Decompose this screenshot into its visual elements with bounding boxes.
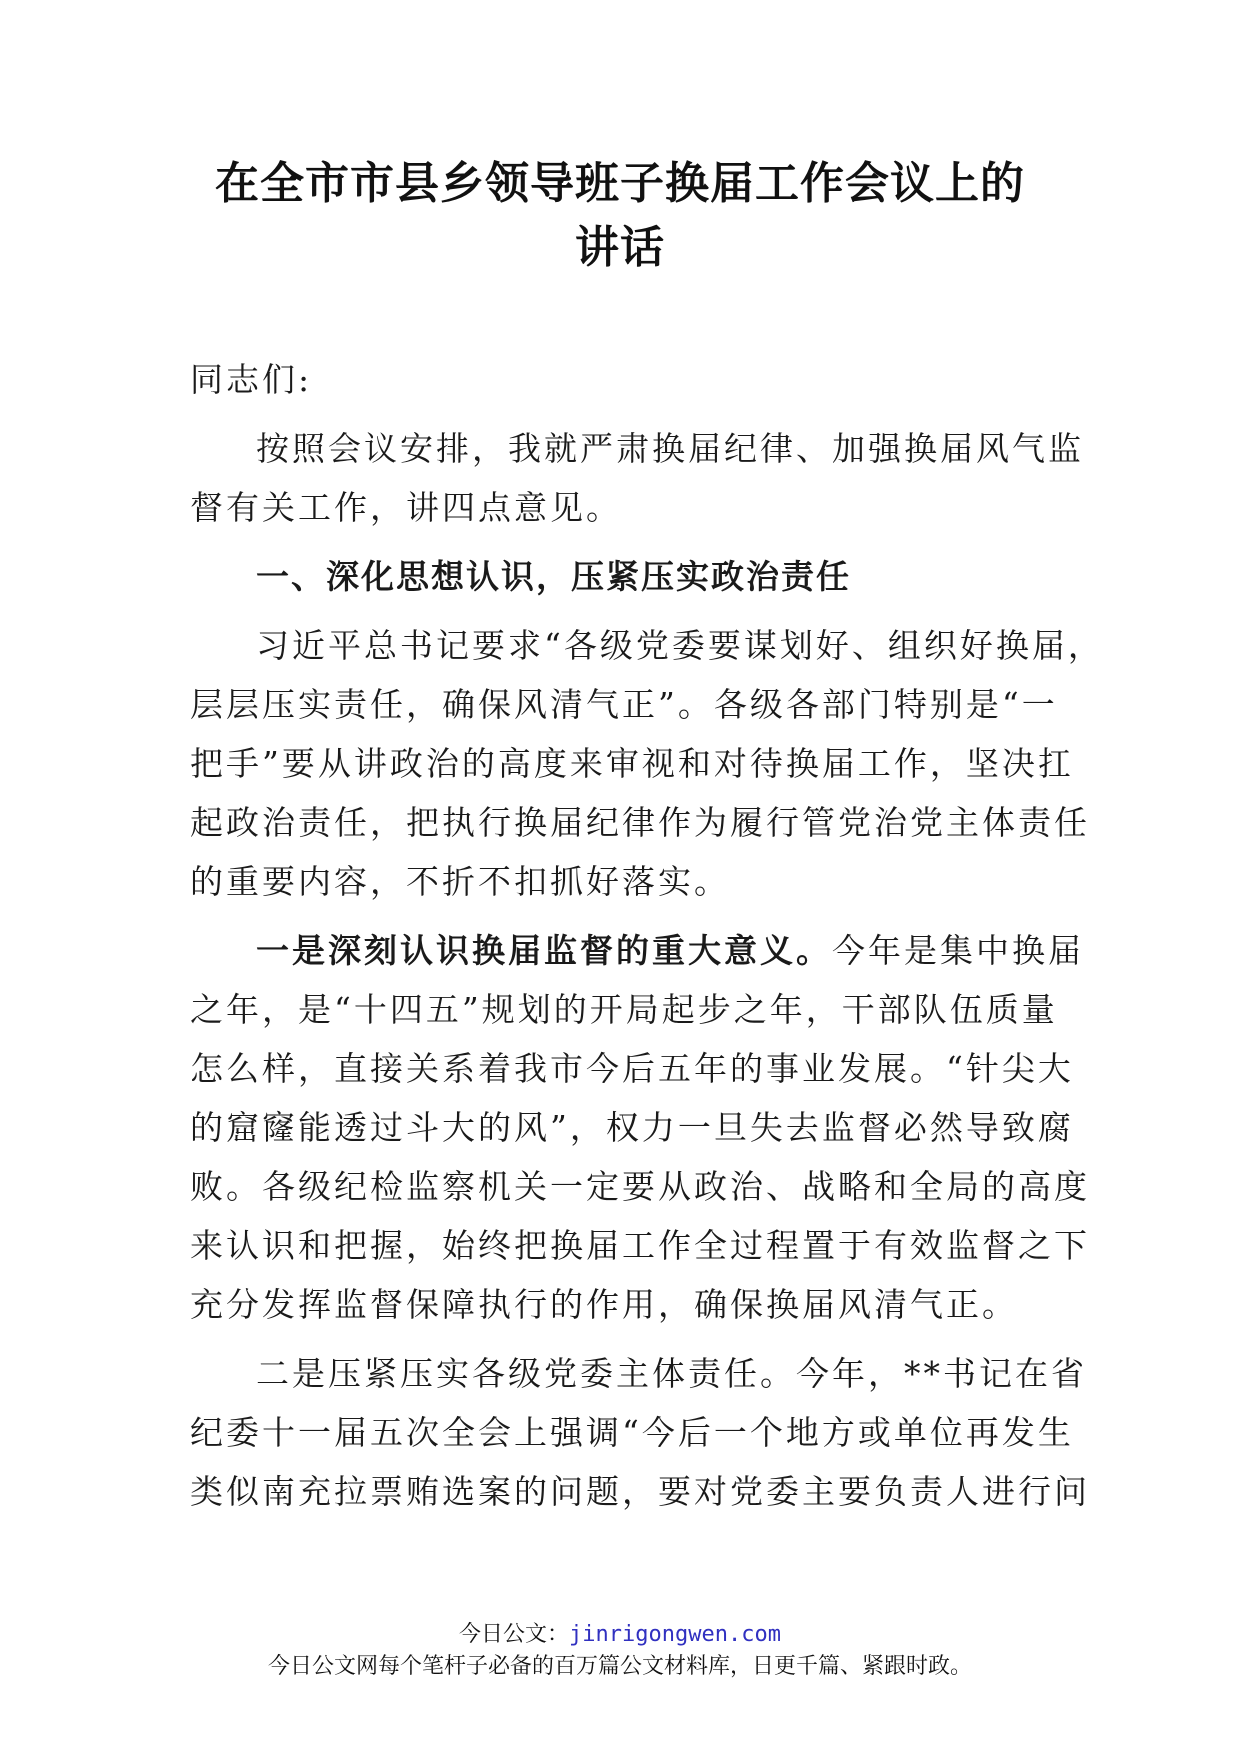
section-heading-1: 一、深化思想认识，压紧压实政治责任 [256,557,851,596]
footer-site-line [0,1620,1240,1650]
paragraph-line: 败。各级纪检监察机关一定要从政治、战略和全局的高度 [190,1167,1090,1206]
paragraph-line: 的窟窿能透过斗大的风”，权力一旦失去监督必然导致腐 [190,1108,1074,1147]
paragraph-line: 怎么样，直接关系着我市今后五年的事业发展。“针尖大 [190,1049,1074,1088]
footer-site-label: 今日公文： [459,1622,570,1647]
intro-line: 按照会议安排，我就严肃换届纪律、加强换届风气监 [256,429,1084,468]
paragraph-line: 把手”要从讲政治的高度来审视和对待换届工作，坚决扛 [190,744,1074,783]
paragraph-line: 的重要内容，不折不扣抓好落实。 [190,862,730,901]
paragraph-line: 来认识和把握，始终把换届工作全过程置于有效监督之下 [190,1226,1090,1265]
intro-line: 督有关工作，讲四点意见。 [190,488,622,527]
document-title-line2: 讲话 [575,222,665,273]
document-body [190,350,1104,1521]
paragraph-line: 起政治责任，把执行换届纪律作为履行管党治党主体责任 [190,803,1090,842]
document-title-line1: 在全市市县乡领导班子换届工作会议上的 [215,158,1025,209]
paragraph-line: 之年，是“十四五”规划的开局起步之年，干部队伍质量 [190,990,1058,1029]
paragraph-lead: 一是深刻认识换届监督的重大意义。 [256,931,832,970]
footer-site-url[interactable]: jinrigongwen.com [569,1622,781,1647]
paragraph-line: 充分发挥监督保障执行的作用，确保换届风清气正。 [190,1285,1018,1324]
paragraph-line [190,921,1084,980]
paragraph-line: 类似南充拉票贿选案的问题，要对党委主要负责人进行问 [190,1472,1090,1511]
paragraph-line: 习近平总书记要求“各级党委要谋划好、组织好换届， [256,626,1104,665]
paragraph-line: 纪委十一届五次全会上强调“今后一个地方或单位再发生 [190,1413,1074,1452]
paragraph-line: 二是压紧压实各级党委主体责任。今年，**书记在省 [256,1354,1087,1393]
salutation: 同志们: [190,360,313,399]
paragraph-lead-rest: 今年是集中换届 [832,931,1084,970]
footer-slogan: 今日公文网每个笔杆子必备的百万篇公文材料库，日更千篇、紧跟时政。 [267,1654,972,1679]
paragraph-line: 层层压实责任，确保风清气正”。各级各部门特别是“一 [190,685,1058,724]
